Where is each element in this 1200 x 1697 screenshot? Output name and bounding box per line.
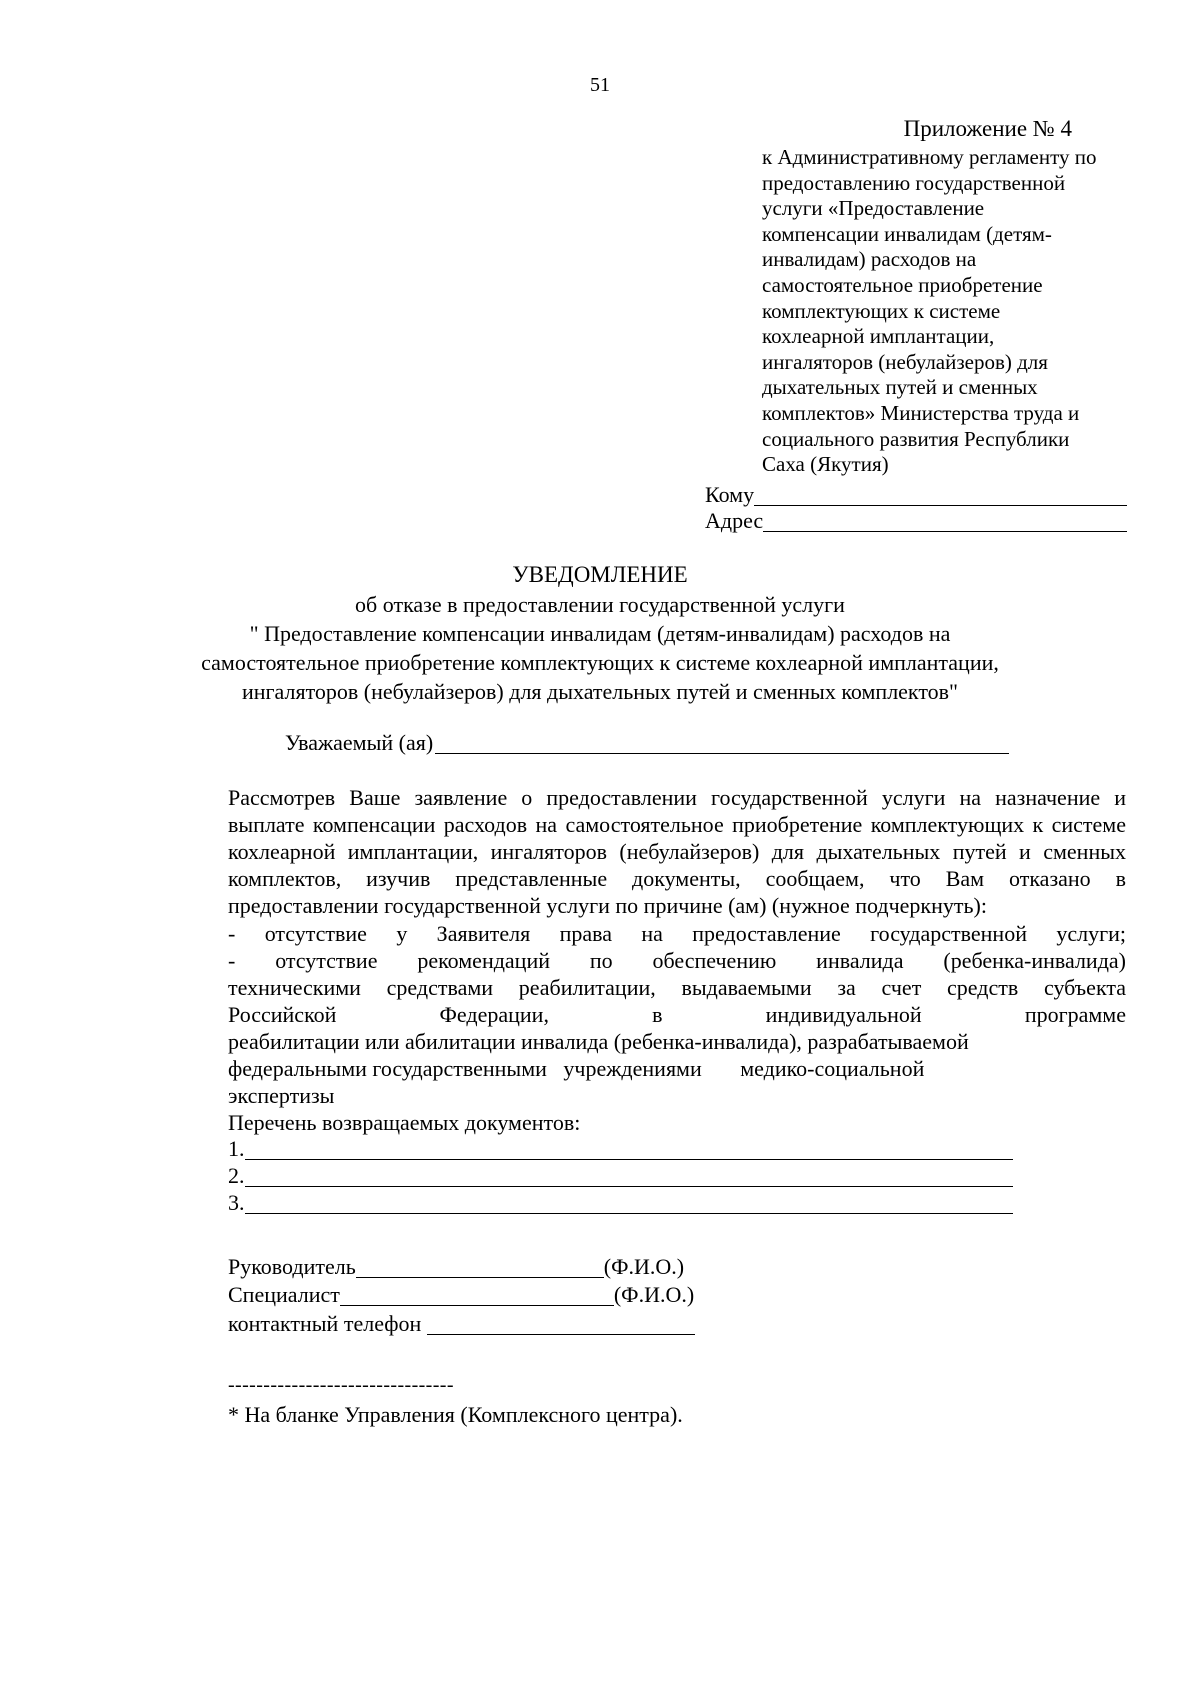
- salutation-blank[interactable]: [435, 733, 1009, 754]
- address-label: Адрес: [705, 508, 764, 533]
- salutation-label: Уважаемый (ая): [285, 730, 434, 755]
- address-blank[interactable]: [763, 511, 1127, 532]
- page-number: 51: [590, 74, 610, 96]
- head-blank[interactable]: [356, 1257, 604, 1278]
- footnote-separator: --------------------------------: [228, 1374, 454, 1396]
- document-entry[interactable]: [228, 1136, 1013, 1162]
- appendix-line: ингаляторов (небулайзеров) для: [762, 349, 1048, 374]
- document-blank[interactable]: [245, 1166, 1014, 1187]
- appendix-line: комплектов» Министерства труда и: [762, 400, 1080, 425]
- document-entry[interactable]: [228, 1163, 1013, 1189]
- appendix-line: предоставлению государственной: [762, 170, 1066, 195]
- reason-line: экспертизы: [228, 1083, 335, 1108]
- specialist-signature[interactable]: [228, 1282, 694, 1308]
- salutation-field[interactable]: [285, 730, 1009, 756]
- appendix-line: кохлеарной имплантации,: [762, 324, 995, 349]
- head-signature[interactable]: [228, 1254, 684, 1280]
- appendix-line: дыхательных путей и сменных: [762, 375, 1038, 400]
- notice-subtitle: об отказе в предоставлении государственной услуги: [355, 592, 845, 617]
- notice-title: УВЕДОМЛЕНИЕ: [512, 562, 688, 587]
- head-suffix: (Ф.И.О.): [603, 1254, 685, 1279]
- reason-line: Российской Федерации, в индивидуальной программе: [228, 1002, 1126, 1027]
- appendix-line: Саха (Якутия): [762, 452, 889, 477]
- specialist-suffix: (Ф.И.О.): [613, 1282, 695, 1307]
- appendix-line: социального развития Республики: [762, 426, 1070, 451]
- appendix-text: [762, 145, 1132, 478]
- document-number: 3.: [228, 1190, 245, 1215]
- specialist-label: Специалист: [228, 1282, 340, 1307]
- address-field[interactable]: [705, 508, 1127, 534]
- phone-field[interactable]: [228, 1311, 695, 1337]
- documents-label: Перечень возвращаемых документов:: [228, 1110, 581, 1135]
- recipient-label: Кому: [705, 482, 755, 507]
- body-paragraph: [172, 784, 1126, 919]
- service-line: ингаляторов (небулайзеров) для дыхательных путей и сменных комплектов": [241, 679, 959, 704]
- appendix-line: самостоятельное приобретение: [762, 272, 1043, 297]
- service-line: " Предоставление компенсации инвалидам (детям-инвалидам) расходов на: [249, 621, 951, 646]
- reason-line: - отсутствие рекомендаций по обеспечению инвалида (ребенка-инвалида): [228, 948, 1126, 973]
- phone-blank[interactable]: [427, 1314, 695, 1335]
- document-blank[interactable]: [245, 1139, 1014, 1160]
- service-name: [150, 619, 1050, 706]
- specialist-blank[interactable]: [340, 1285, 614, 1306]
- reason-line: федеральными государственными учреждениями медико-социальной: [228, 1056, 925, 1081]
- document-number: 1.: [228, 1136, 245, 1161]
- reason-line: реабилитации или абилитации инвалида (ребенка-инвалида), разрабатываемой: [228, 1029, 969, 1054]
- appendix-line: компенсации инвалидам (детям-: [762, 221, 1052, 246]
- recipient-blank[interactable]: [754, 485, 1127, 506]
- recipient-field[interactable]: [705, 482, 1127, 508]
- appendix-line: к Административному регламенту по: [762, 145, 1097, 169]
- phone-label: контактный телефон: [228, 1311, 427, 1336]
- reason-line: техническими средствами реабилитации, выдаваемыми за счет средств субъекта: [228, 975, 1126, 1000]
- refusal-reason-1: - отсутствие у Заявителя права на предоставление государственной услуги;: [228, 921, 1126, 946]
- appendix-line: инвалидам) расходов на: [762, 247, 977, 272]
- document-number: 2.: [228, 1163, 245, 1188]
- footnote: * На бланке Управления (Комплексного центра).: [228, 1402, 683, 1427]
- body-paragraph-text: Рассмотрев Ваше заявление о предоставлении государственной услуги на назначение и выплате компенсации расходов на самостоятельное приобретение комплектующих к системе кохлеарной имплантации, ингаляторов (небулайзеров) для дыхательных путей и сменных комплектов, изучив представленные документы, сообщаем, что Вам отказано в предоставлении государственной услуги по причине (ам) (нужное подчеркнуть):: [228, 785, 1126, 918]
- appendix-title: Приложение № 4: [903, 116, 1072, 141]
- appendix-line: комплектующих к системе: [762, 298, 1001, 323]
- document-entry[interactable]: [228, 1190, 1013, 1216]
- service-line: самостоятельное приобретение комплектующих к системе кохлеарной имплантации,: [201, 650, 999, 675]
- appendix-line: услуги «Предоставление: [762, 196, 985, 221]
- head-label: Руководитель: [228, 1254, 356, 1279]
- refusal-reason-2: [228, 947, 1126, 1109]
- document-blank[interactable]: [245, 1193, 1014, 1214]
